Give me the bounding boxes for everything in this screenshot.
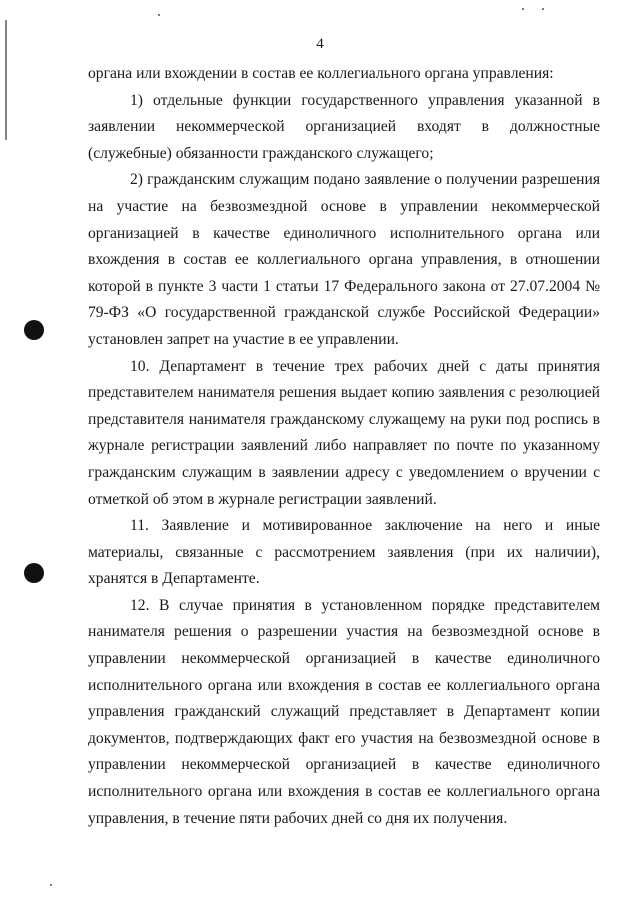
scan-speck xyxy=(542,8,544,10)
paragraph: 10. Департамент в течение трех рабочих дней с даты принятия представителем нанимателя решения выдает копию заявления с резолюцией представителя нанимателя гражданскому служащему на руки под роспись в журнале регистрации заявлений либо направляет по почте по указанному гражданским служащим в заявлении адресу с уведомлением о вручении с отметкой об этом в журнале регистрации заявлений. xyxy=(88,357,600,508)
paragraph: 2) гражданским служащим подано заявление о получении разрешения на участие на безвозмездной основе в управлении некоммерческой организацией в качестве единоличного исполнительного органа или вхождения в состав ее коллегиального органа управления, в отношении которой в пункте 3 части 1 статьи 17 Федерального закона от 27.07.2004 № 79-ФЗ «О государственной гражданской службе Российской Федерации» установлен запрет на участие в ее управлении. xyxy=(88,171,600,348)
binder-hole-bottom xyxy=(24,563,44,583)
paragraph: 12. В случае принятия в установленном порядке представителем нанимателя решения о разрешении участия на безвозмездной основе в управлении некоммерческой организацией в качестве единоличного исполнительного органа или вхождения в состав ее коллегиального органа управления гражданский служащий представляет в Департамент копии документов, подтверждающих факт его участия на безвозмездной основе в управлении некоммерческой организацией в качестве единоличного исполнительного органа или вхождения в состав ее коллегиального органа управления, в течение пяти рабочих дней со дня их получения. xyxy=(88,596,600,827)
scan-speck xyxy=(50,884,52,886)
binder-hole-top xyxy=(24,320,44,340)
paragraph: органа или вхождении в состав ее коллегиального органа управления: xyxy=(88,65,554,82)
paragraph: 11. Заявление и мотивированное заключение на него и иные материалы, связанные с рассмотрением заявления (при их наличии), хранятся в Департаменте. xyxy=(88,517,600,588)
page-number: 4 xyxy=(316,36,324,52)
scan-speck xyxy=(522,8,524,10)
document-body xyxy=(88,61,600,832)
paragraph: 1) отдельные функции государственного управления указанной в заявлении некоммерческой организацией входят в должностные (служебные) обязанности гражданского служащего; xyxy=(88,91,600,162)
scan-speck xyxy=(158,14,160,16)
